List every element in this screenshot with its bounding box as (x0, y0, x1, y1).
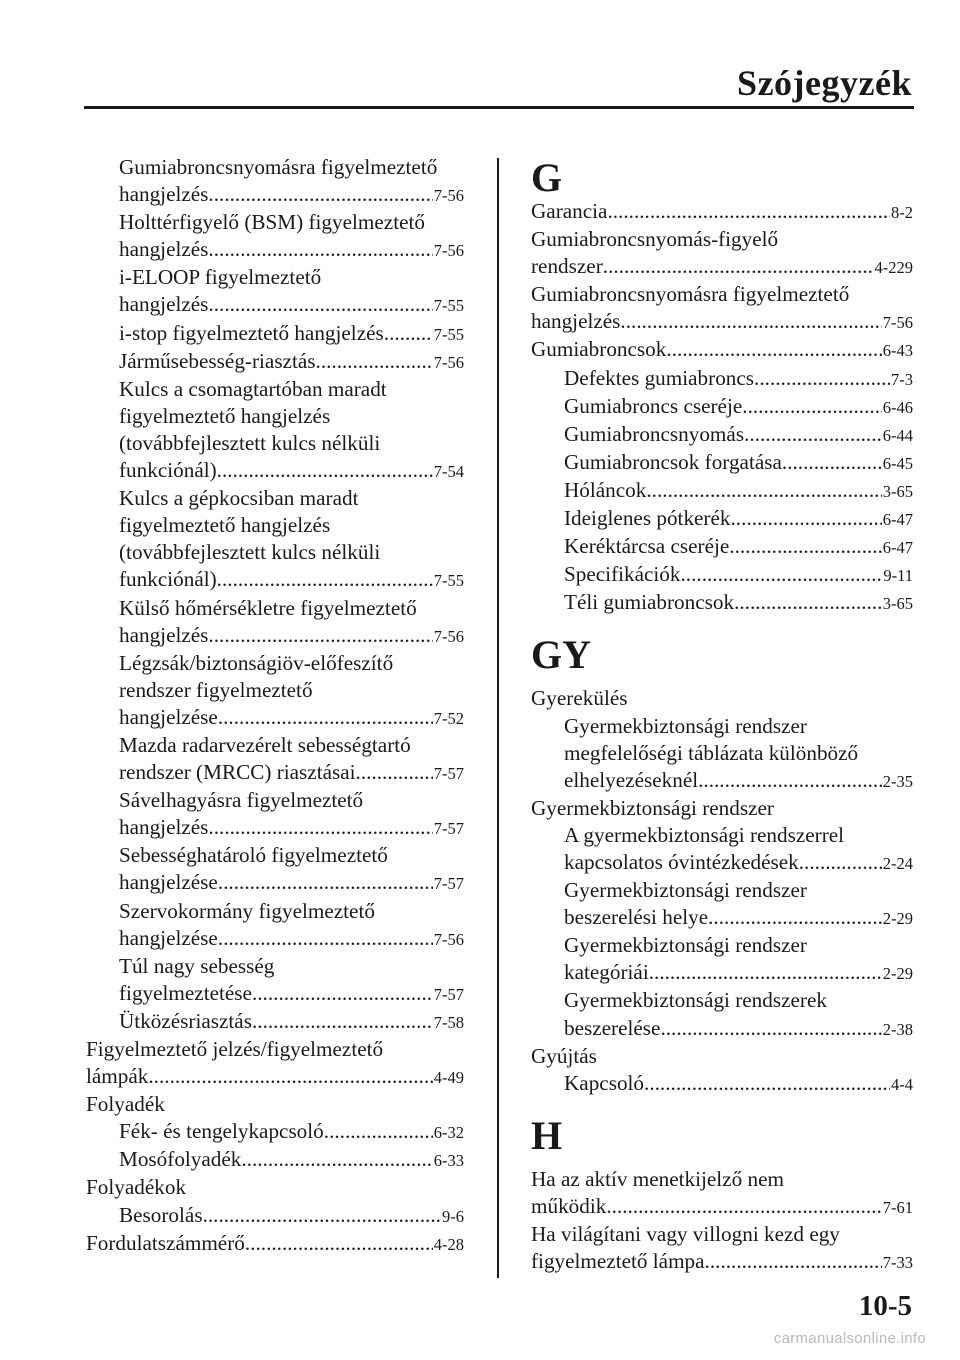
index-entry-text: Gumiabroncsnyomásra figyelmeztető (119, 155, 438, 179)
index-entry-text: funkciónál) (119, 458, 217, 483)
index-entry (531, 1015, 913, 1043)
index-entry (86, 376, 464, 403)
index-entry-text: Gumiabroncsnyomás-figyelő (531, 227, 779, 252)
index-entry (86, 320, 464, 348)
index-entry-text: Defektes gumiabroncs (564, 365, 755, 390)
page-reference: 7-3 (891, 369, 913, 389)
index-entry-text: Kulcs a gépkocsiban maradt (119, 486, 359, 511)
page-reference: 6-44 (882, 425, 913, 445)
index-entry-text: Gumiabroncs cseréje (564, 393, 743, 418)
index-entry (531, 932, 913, 959)
dot-leader (208, 622, 432, 649)
index-entry-text: hangjelzése (119, 925, 218, 950)
index-entry (86, 869, 464, 897)
dot-leader (744, 421, 882, 448)
index-entry-text: funkciónál) (119, 567, 217, 592)
index-entry (531, 795, 913, 822)
index-entry (531, 449, 913, 477)
index-entry (531, 421, 913, 449)
index-entry-text: Gyermekbiztonsági rendszer (564, 878, 807, 903)
index-entry-text: Garancia (531, 199, 608, 223)
index-entry (86, 291, 464, 319)
dot-leader (681, 561, 883, 588)
index-entry (86, 209, 464, 236)
index-entry (531, 533, 913, 561)
watermark: carmanualsonline.info (773, 1330, 926, 1347)
dot-leader (217, 566, 433, 593)
index-entry-text: kapcsolatos óvintézkedések (564, 849, 799, 874)
index-entry (531, 877, 913, 904)
page-reference: 7-57 (433, 764, 464, 784)
index-entry-text: rendszer (MRCC) riasztásai (119, 760, 356, 785)
index-entry (531, 904, 913, 932)
index-entry (86, 1063, 464, 1091)
page-reference: 7-54 (433, 462, 464, 482)
section-title: Szójegyzék (737, 63, 912, 103)
index-entry-text: hangjelzés (531, 309, 621, 334)
index-entry (86, 1008, 464, 1036)
page-reference: 3-65 (882, 481, 913, 501)
page-reference: 4-4 (891, 1074, 913, 1094)
index-entry-text: Ha az aktív menetkijelző nem (531, 1166, 784, 1191)
dot-leader (731, 505, 882, 532)
index-entry-text: figyelmeztető hangjelzés (119, 403, 331, 428)
page-number: 10-5 (858, 1290, 912, 1322)
index-entry-text: kategóriái (564, 960, 649, 985)
page-reference: 6-47 (882, 538, 913, 558)
dot-leader (754, 365, 890, 392)
page-reference: 2-35 (882, 771, 913, 791)
dot-leader (218, 869, 433, 896)
dot-leader (208, 814, 432, 841)
index-entry-text: i-ELOOP figyelmeztető (119, 265, 322, 290)
dot-leader (729, 533, 881, 560)
index-entry-text: figyelmeztetése (119, 980, 252, 1005)
dot-leader (649, 959, 882, 986)
index-entry-text: hangjelzés (119, 292, 209, 317)
index-entry-text: Légzsák/biztonságiöv-előfeszítő (119, 650, 394, 675)
index-entry-text: beszerelése (564, 1015, 661, 1040)
index-entry-text: hangjelzés (119, 237, 209, 262)
index-entry (86, 181, 464, 209)
index-entry-text: hangjelzése (119, 870, 218, 895)
index-entry (86, 154, 464, 181)
page-reference: 7-56 (433, 241, 464, 261)
page-reference: 7-56 (433, 186, 464, 206)
index-entry (531, 505, 913, 533)
index-entry (531, 685, 913, 712)
index-entry-text: figyelmeztető lámpa (531, 1249, 705, 1274)
dot-leader (218, 704, 433, 731)
index-entry (531, 1043, 913, 1070)
index-entry-text: megfelelőségi táblázata különböző (564, 740, 859, 765)
page-reference: 4-28 (433, 1234, 464, 1254)
column-divider (497, 158, 499, 1278)
index-entry-text: figyelmeztető hangjelzés (119, 513, 331, 538)
index-entry-text: Gumiabroncsok (531, 337, 667, 362)
page-reference: 7-52 (433, 708, 464, 728)
index-entry-text: Specifikációk (564, 562, 681, 587)
index-entry (86, 1036, 464, 1063)
dot-leader (384, 320, 433, 347)
index-entry-text: Ütközésriasztás (119, 1008, 252, 1033)
section-letter: H (531, 1112, 563, 1158)
page-reference: 6-45 (882, 453, 913, 473)
index-entry (86, 898, 464, 925)
dot-leader (356, 759, 433, 786)
index-entry (531, 393, 913, 421)
index-entry (86, 1091, 464, 1118)
index-entry (531, 308, 913, 336)
dot-leader (241, 1146, 432, 1173)
index-entry (531, 226, 913, 253)
index-entry (531, 1221, 913, 1248)
page-reference: 7-55 (433, 296, 464, 316)
page-reference: 7-33 (882, 1253, 913, 1273)
dot-leader (660, 1015, 881, 1042)
index-entry (86, 622, 464, 650)
header-rule (84, 106, 914, 109)
dot-leader (644, 1070, 890, 1097)
index-entry-text: Túl nagy sebesség (119, 953, 275, 978)
section-letter: G (531, 155, 563, 200)
index-entry (531, 713, 913, 740)
index-entry-text: rendszer (531, 254, 603, 279)
dot-leader (606, 1193, 881, 1220)
index-entry-text: hangjelzése (119, 704, 218, 729)
dot-leader (208, 181, 432, 208)
page-reference: 6-46 (882, 397, 913, 417)
index-entry (86, 814, 464, 842)
dot-leader (324, 1118, 433, 1145)
page-reference: 7-56 (433, 626, 464, 646)
dot-leader (148, 1063, 432, 1090)
dot-leader (252, 1008, 433, 1035)
page-reference: 2-38 (882, 1019, 913, 1039)
page-reference: 9-11 (883, 566, 913, 586)
index-entry-text: Kapcsoló (564, 1070, 645, 1095)
index-entry (86, 1230, 464, 1258)
index-entry (531, 1193, 913, 1221)
index-entry-text: Mazda radarvezérelt sebességtartó (119, 732, 411, 757)
dot-leader (603, 253, 874, 280)
index-entry (86, 264, 464, 291)
index-entry (86, 430, 464, 457)
page-reference: 6-47 (882, 510, 913, 530)
dot-leader (698, 767, 882, 794)
index-entry-text: A gyermekbiztonsági rendszerrel (564, 822, 845, 847)
dot-leader (620, 308, 881, 335)
dot-leader (646, 477, 881, 504)
index-entry-text: Ha világítani vagy villogni kezd egy (531, 1222, 840, 1246)
dot-leader (782, 449, 882, 476)
page-reference: 7-55 (433, 571, 464, 591)
page-reference: 9-6 (442, 1206, 464, 1226)
index-entry (531, 822, 913, 849)
index-entry-text: Gyerekülés (531, 686, 628, 711)
index-entry (531, 589, 913, 617)
page-reference: 7-56 (433, 929, 464, 949)
page-reference: 2-29 (882, 909, 913, 929)
dot-leader (705, 1248, 882, 1275)
page-reference: 7-55 (433, 324, 464, 344)
index-entry-text: Sebességhatároló figyelmeztető (119, 843, 388, 868)
index-entry-text: működik (531, 1193, 607, 1218)
index-entry (86, 925, 464, 953)
index-entry-text: Külső hőmérsékletre figyelmeztető (119, 595, 417, 620)
index-entry (86, 787, 464, 814)
index-entry (531, 561, 913, 589)
index-entry-text: Gumiabroncsok forgatása (564, 449, 782, 474)
page-reference: 7-57 (433, 819, 464, 839)
index-entry (86, 403, 464, 430)
index-entry (86, 1146, 464, 1174)
index-entry-text: Gyermekbiztonsági rendszer (564, 713, 807, 738)
index-entry-text: Kulcs a csomagtartóban maradt (119, 376, 387, 401)
index-entry-text: Fordulatszámmérő (86, 1230, 245, 1255)
page-reference: 7-58 (433, 1012, 464, 1032)
index-entry-text: elhelyezéseknél (564, 767, 699, 792)
dot-leader (217, 457, 433, 484)
index-entry (86, 677, 464, 704)
index-entry (531, 959, 913, 987)
index-entry-text: i-stop figyelmeztető hangjelzés (119, 320, 384, 345)
page-reference: 6-32 (433, 1123, 464, 1143)
index-entry (86, 732, 464, 759)
page-reference: 3-65 (882, 594, 913, 614)
index-entry-text: Gyermekbiztonsági rendszerek (564, 988, 827, 1013)
index-entry-text: Folyadék (86, 1092, 165, 1117)
index-entry (531, 336, 913, 364)
index-entry (86, 457, 464, 485)
index-entry (86, 759, 464, 787)
dot-leader (742, 393, 881, 420)
dot-leader (208, 236, 432, 263)
index-entry (531, 987, 913, 1014)
index-entry-text: Járműsebesség-riasztás (119, 348, 316, 373)
index-entry (86, 512, 464, 539)
page-reference: 6-33 (433, 1151, 464, 1171)
index-entry (531, 253, 913, 281)
dot-leader (208, 291, 432, 318)
dot-leader (316, 348, 433, 375)
index-entry (531, 477, 913, 505)
index-entry (86, 539, 464, 566)
index-entry-text: Besorolás (119, 1202, 203, 1227)
index-entry-text: Folyadékok (86, 1175, 187, 1200)
index-entry-text: (továbbfejlesztett kulcs nélküli (119, 540, 381, 565)
page-reference: 7-57 (433, 874, 464, 894)
page-reference: 4-229 (874, 258, 913, 278)
index-entry-text: Keréktárcsa cseréje (564, 534, 730, 559)
section-letter: GY (531, 632, 591, 678)
right-column (531, 154, 913, 1276)
index-entry-text: hangjelzés (119, 815, 209, 840)
page-reference: 7-57 (433, 984, 464, 1004)
index-entry (531, 849, 913, 877)
page-reference: 7-56 (433, 352, 464, 372)
page-reference: 7-56 (882, 313, 913, 333)
index-entry (531, 365, 913, 393)
page-reference: 7-61 (882, 1197, 913, 1217)
index-entry (86, 595, 464, 622)
index-entry-text: Gumiabroncsnyomásra figyelmeztető (531, 282, 850, 307)
index-entry-text: rendszer figyelmeztető (119, 677, 313, 702)
page-reference: 6-43 (882, 341, 913, 361)
index-entry (86, 566, 464, 594)
index-entry (531, 1166, 913, 1193)
index-entry-text: Ideiglenes pótkerék (564, 506, 731, 531)
index-entry (86, 704, 464, 732)
index-entry-text: hangjelzés (119, 182, 209, 207)
dot-leader (245, 1230, 433, 1257)
index-entry (531, 767, 913, 795)
dot-leader (252, 980, 433, 1007)
index-entry (86, 980, 464, 1008)
index-entry-text: Gyermekbiztonsági rendszer (531, 795, 774, 820)
dot-leader (203, 1202, 441, 1229)
index-entry (86, 650, 464, 677)
index-entry-text: Holttérfigyelő (BSM) figyelmeztető (119, 210, 425, 235)
index-entry-text: beszerelési helye (564, 905, 709, 930)
dot-leader (734, 589, 882, 616)
index-entry (531, 1070, 913, 1098)
index-entry (86, 953, 464, 980)
index-entry-text: lámpák (86, 1064, 149, 1089)
dot-leader (708, 904, 882, 931)
index-entry (86, 236, 464, 264)
index-entry (531, 740, 913, 767)
page-reference: 4-49 (433, 1068, 464, 1088)
index-entry-text: Téli gumiabroncsok (564, 590, 735, 615)
page-reference: 8-2 (891, 203, 913, 222)
index-entry (86, 1202, 464, 1230)
index-entry (86, 485, 464, 512)
index-entry-text: Sávelhagyásra figyelmeztető (119, 788, 364, 813)
page-reference: 2-29 (882, 964, 913, 984)
left-column (86, 154, 464, 1258)
index-entry-text: Gyermekbiztonsági rendszer (564, 933, 807, 958)
index-entry (531, 198, 913, 226)
dot-leader (799, 849, 882, 876)
index-entry (531, 281, 913, 308)
index-entry-text: Hóláncok (564, 477, 647, 502)
index-entry-text: hangjelzés (119, 622, 209, 647)
index-entry (531, 1248, 913, 1276)
index-entry-text: Gumiabroncsnyomás (564, 421, 745, 446)
index-entry-text: Szervokormány figyelmeztető (119, 898, 375, 923)
dot-leader (666, 336, 881, 363)
index-entry-text: Gyújtás (531, 1043, 597, 1068)
dot-leader (218, 925, 433, 952)
index-entry-text: Mosófolyadék (119, 1147, 242, 1172)
index-entry (86, 1118, 464, 1146)
index-entry (86, 1174, 464, 1201)
index-entry-text: Fék- és tengelykapcsoló (119, 1119, 324, 1144)
index-entry-text: (továbbfejlesztett kulcs nélküli (119, 430, 381, 455)
index-entry (86, 842, 464, 869)
dot-leader (607, 198, 890, 225)
index-entry-text: Figyelmeztető jelzés/figyelmeztető (86, 1037, 384, 1061)
index-entry (86, 348, 464, 376)
page-reference: 2-24 (882, 853, 913, 873)
